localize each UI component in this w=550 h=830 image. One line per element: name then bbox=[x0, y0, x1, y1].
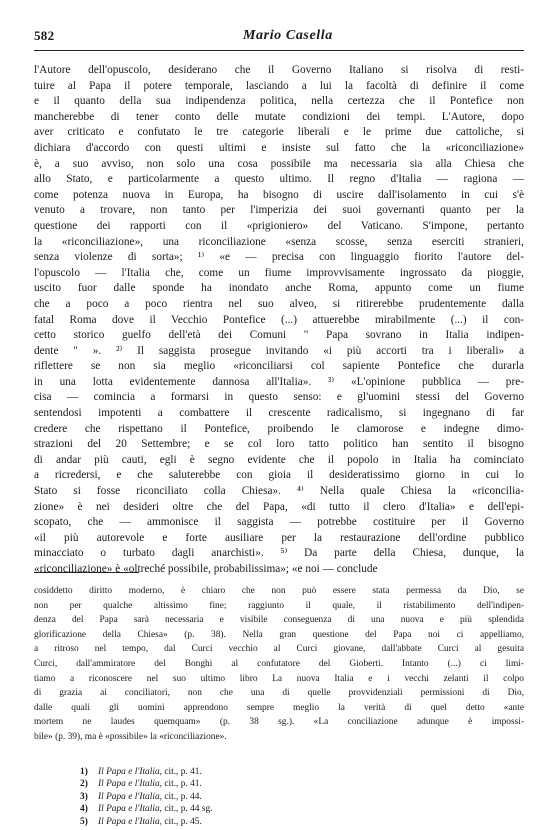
footnote-title: Il Papa e l'Italia, bbox=[98, 816, 162, 827]
text-line: aver criticato e confutato le tre categorie liberali e le prime due cattoliche, si bbox=[34, 126, 524, 139]
footnote-line: glorificazione della Chiesa» (p. 38). Nella gran questione del Papa noi ci appelliamo, bbox=[34, 629, 524, 640]
text-line: allo Stato, e particolarmente a questo ultimo. Il regno d'Italia — ragiona — bbox=[34, 173, 524, 186]
footnote-item bbox=[80, 766, 380, 778]
footnote-item bbox=[80, 791, 380, 803]
text-line: è, a suo avviso, non solo una cosa possibile ma necessaria sia alla Chiesa che bbox=[34, 157, 524, 170]
footnote-item bbox=[80, 803, 380, 815]
text-line: cetto storico guelfo dell'età dei Comuni " Papa sovrano in Italia indipen- bbox=[34, 329, 524, 342]
text-line: l'Autore dell'opuscolo, desiderano che il Governo Italiano si risolva di resti- bbox=[34, 64, 524, 76]
footnote-line: di grazia ai conciliatori, non che una di quelle provvidenziali permissioni di Dio, bbox=[34, 688, 524, 699]
footnote-continuation bbox=[34, 584, 524, 745]
text-line: «riconciliazione» è «oltreché possibile, probabilissima»; «e noi — conclude bbox=[34, 563, 378, 575]
text-line: venuto a trovare, non tanto per l'imperizia dei suoi governanti quanto per la bbox=[34, 204, 524, 217]
text-line: e il quanto della sua indipendenza politica, nella certezza che il Pontefice non bbox=[34, 95, 524, 108]
header-rule bbox=[34, 50, 524, 51]
footnote-rule bbox=[34, 572, 139, 573]
footnote-line: Curci, dall'ammiratore del Bonghi al confutatore del Gioberti. Intanto (...) ci limi- bbox=[34, 658, 524, 669]
footnote-title: Il Papa e l'Italia, bbox=[98, 804, 162, 815]
page-number: 582 bbox=[34, 28, 55, 43]
footnote-number: 3) bbox=[80, 791, 88, 802]
text-line: riflettere se non sia meglio «riconciliarsi col sapiente Pontefice che durarla bbox=[34, 360, 524, 373]
text-line: sentendosi impotenti a combattere il crescente radicalismo, si ingegnano di far bbox=[34, 407, 524, 420]
footnote-title: Il Papa e l'Italia, bbox=[98, 767, 162, 777]
text-line: dente " ». ²⁾ Il saggista prosegue invitando «i più accorti tra i liberali» a bbox=[34, 344, 524, 357]
text-line: senza violenze di sorta»; ¹⁾ «e — precisa con linguaggio fiorito l'autore del- bbox=[34, 251, 524, 264]
main-text bbox=[34, 63, 524, 578]
footnote-ref: cit., p. 41. bbox=[164, 767, 202, 777]
running-head-author: Mario Casella bbox=[243, 28, 333, 43]
footnote-line: a ritroso nel tempo, dal Curci vecchio al Curci giovane, dall'abbate Curci al gesuita bbox=[34, 644, 524, 655]
footnote-number: 1) bbox=[80, 767, 88, 777]
footnote-line: cosiddetto diritto moderno, è chiaro che non può essere stata permessa da Dio, se bbox=[34, 586, 524, 596]
text-line: a ricredersi, e che saluterebbe con gioia il desideratissimo giorno in cui lo bbox=[34, 469, 524, 482]
text-line: che a poco a poco rientra nel suo alveo, si ritirerebbe prudentemente dalla bbox=[34, 297, 524, 310]
text-line: credere che rispettano il Pontefice, proibendo le clamorose e indegne dimo- bbox=[34, 422, 524, 435]
text-line: questione dei rapporti con il «prigioniero» del Vaticano. S'impone, pertanto bbox=[34, 219, 524, 232]
footnote-ref: cit., p. 41. bbox=[164, 779, 202, 790]
footnote-number: 2) bbox=[80, 779, 88, 790]
text-line: scopato, che — ammonisce il saggista — potrebbe costituire per il Governo bbox=[34, 516, 524, 529]
footnote-number: 4) bbox=[80, 804, 88, 815]
footnote-item bbox=[80, 778, 380, 790]
text-line: come potenza nuova in Europa, ha bisogno di uscire dall'isolamento in cui s'è bbox=[34, 188, 524, 201]
text-line: zione» è nei desideri oltre che del Papa, «di tutto il clero d'Italia» e dell'epi- bbox=[34, 500, 524, 513]
footnote-line: bile» (p. 39), ma è «possibile» la «riconciliazione». bbox=[34, 731, 227, 742]
text-line: l'opuscolo — l'Italia che, come un fiume improvvisamente ingrossato da pioggie, bbox=[34, 266, 524, 279]
text-line: di andar più cauti, egli è segno evidente che il popolo in Italia ha cominciato bbox=[34, 453, 524, 466]
footnote-title: Il Papa e l'Italia, bbox=[98, 779, 162, 790]
text-line: dichiara d'accordo con questi ultimi e insiste sul fatto che la «riconciliazione» bbox=[34, 141, 524, 154]
footnote-line: dalle quali gli uomini apprendono sempre meglio la verità di quel detto «ante bbox=[34, 702, 524, 713]
text-line: strazioni del 20 Settembre; e se col loro tatto politico han sentito il bisogno bbox=[34, 438, 524, 451]
footnote-line: mortem ne laudes quemquam» (p. 38 sg.). «La conciliazione adunque è impossi- bbox=[34, 717, 524, 728]
text-line: uscito fuor dalle sponde ha inondato anche Roma, appunto come un fiume bbox=[34, 282, 524, 295]
footnote-ref: cit., p. 44. bbox=[164, 791, 202, 802]
footnote-line: tiamo a riconoscere nel suo ultimo libro La nuova Italia e i vecchi zelanti il colpo bbox=[34, 673, 524, 684]
text-line: mancherebbe di tener conto delle mutate condizioni dei tempi. L'Autore, dopo bbox=[34, 110, 524, 123]
footnote-ref: cit., p. 45. bbox=[164, 816, 202, 827]
text-line: in una lotta evidentemente dannosa all'Italia». ³⁾ «L'opinione pubblica — pre- bbox=[34, 375, 524, 388]
footnote-ref: cit., p. 44 sg. bbox=[164, 804, 213, 815]
text-line: Stato si fosse riconciliato colla Chiesa». ⁴⁾ Nella quale Chiesa la «riconcilia- bbox=[34, 485, 524, 498]
text-line: la «riconciliazione», una riconciliazione «senza scosse, senza eserciti stranieri, bbox=[34, 235, 524, 248]
text-line: cisa — comincia a formarsi in questo senso: e gl'uomini stessi del Governo bbox=[34, 391, 524, 404]
footnote-line: denza del Papa sarà necessaria e visibile conseguenza di una nuova e più splendida bbox=[34, 615, 524, 626]
footnote-item bbox=[80, 816, 380, 828]
text-line: minacciato o turbato dagli anarchisti». ⁵⁾ Da parte della Chiesa, dunque, la bbox=[34, 547, 524, 560]
footnote-line: non per qualche altissimo fine; raggiunto il quale, il ristabilimento dell'indipen- bbox=[34, 600, 524, 611]
text-line: tuire al Papa il potere temporale, lasciando a lui la facoltà di definire il come bbox=[34, 79, 524, 92]
footnote-list bbox=[80, 766, 380, 828]
text-line: fatal Roma dove il Vecchio Pontefice (...) attuerebbe mirabilmente (...) il con- bbox=[34, 313, 524, 326]
footnote-number: 5) bbox=[80, 816, 88, 827]
text-line: «il più autorevole e forte ausiliare per la restaurazione dell'ordine pubblico bbox=[34, 531, 524, 544]
footnote-title: Il Papa e l'Italia, bbox=[98, 791, 162, 802]
